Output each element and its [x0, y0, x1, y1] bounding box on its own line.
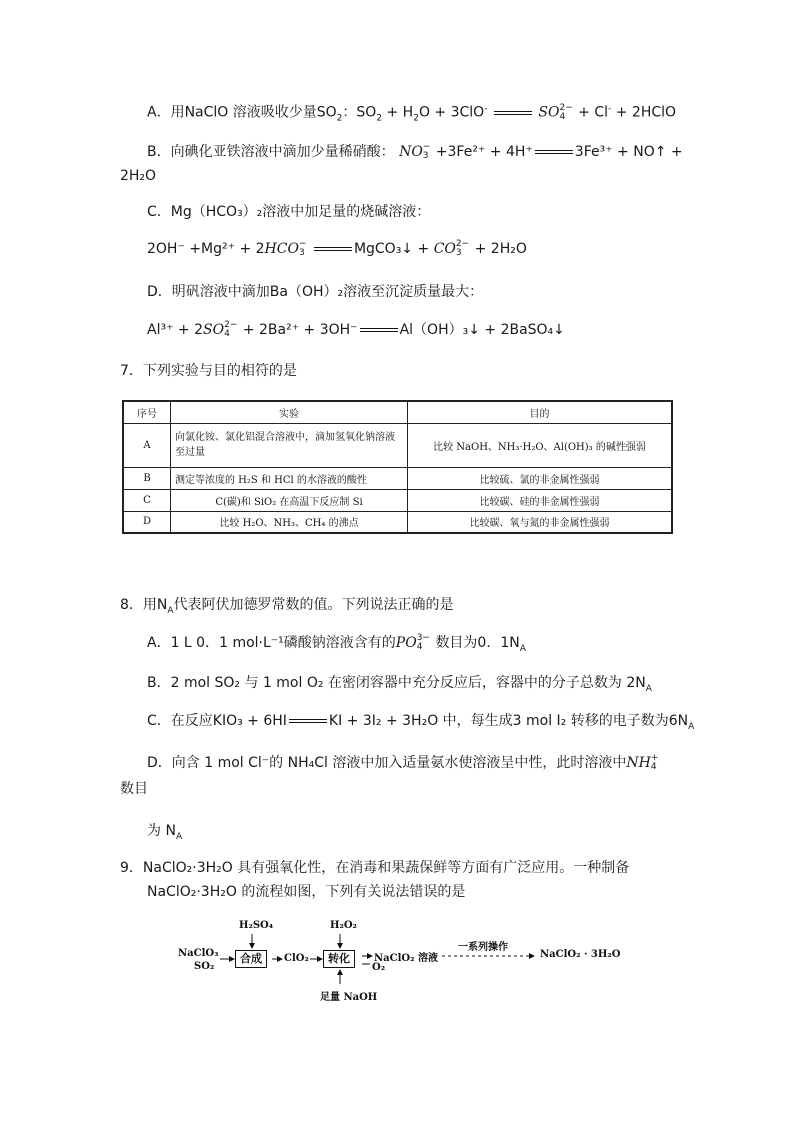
q8-option-d-cont2: 为 $N_A$: [147, 823, 183, 842]
flow-operations: 一系列操作: [458, 942, 508, 953]
header-cell: 目的: [408, 401, 673, 423]
table-cell: 比较碳、硅的非金属性强弱: [408, 489, 673, 511]
table-cell: C(碳)和 SiO₂ 在高温下反应制 Si: [171, 489, 408, 511]
q6-option-b-cont: 2H₂O: [120, 168, 157, 184]
table-cell: 比较碳、氧与氮的非金属性强弱: [408, 511, 673, 533]
table-row: [123, 467, 672, 489]
table-cell: B: [123, 467, 171, 489]
q9-flow-diagram: [178, 918, 638, 1008]
header-cell: 实验: [171, 401, 408, 423]
flow-final-product: NaClO₂ · 3H₂O: [540, 949, 621, 960]
table-cell: 比较 H₂O、NH₃、CH₄ 的沸点: [171, 511, 408, 533]
table-cell: 向氯化铵、氯化铝混合溶液中，滴加氢氧化钠溶液至过量: [171, 423, 408, 467]
q7-table: [122, 400, 673, 534]
flow-naoh: 足量 NaOH: [320, 992, 378, 1003]
q6-option-c: C．Mg（HCO₃）₂溶液中加足量的烧碱溶液：: [147, 204, 431, 220]
table-row: [123, 423, 672, 467]
table-row: [123, 511, 672, 533]
flow-output-naclo2: NaClO₂ 溶液: [374, 953, 438, 964]
table-cell: C: [123, 489, 171, 511]
table-header-row: [123, 401, 672, 423]
table-cell: 比较 NaOH、NH₃·H₂O、Al(OH)₃ 的碱性强弱: [408, 423, 673, 467]
q8-option-c: C．在反应KIO₃ + 6HI KI + 3I₂ + 3H₂O 中，每生成3 mol I₂ 转移的电子数为$6N_A$: [147, 713, 695, 732]
table-cell: D: [123, 511, 171, 533]
flow-box-conversion: 转化: [323, 950, 355, 968]
table-cell: A: [123, 423, 171, 467]
table-cell: 比较硫、氯的非金属性强弱: [408, 467, 673, 489]
q6-option-d: D．明矾溶液中滴加Ba（OH）₂溶液至沉淀质量最大：: [147, 284, 484, 300]
flow-input-so2: SO₂: [194, 961, 215, 972]
q9-stem-line1: 9．NaClO₂·3H₂O 具有强氧化性，在消毒和果蔬保鲜等方面有广泛应用。一种制备: [120, 860, 630, 876]
flow-h2o2: H₂O₂: [330, 920, 357, 931]
q9-stem-line2: NaClO₂·3H₂O 的流程如图，下列有关说法错误的是: [147, 884, 466, 900]
q7-stem: 7．下列实验与目的相符的是: [120, 363, 297, 379]
q6-option-a: A．用NaClO 溶液吸收少量$SO_2$：$SO_2 + H_2O + 3ClO^-$ SO 2− 4 + Cl- + 2HClO: [147, 102, 677, 124]
flow-input-naclo3: NaClO₃: [178, 948, 219, 959]
q6-option-b: B．向碘化亚铁溶液中滴加少量稀硝酸： NO − 3 +3Fe²⁺ + 4H⁺ 3Fe³⁺ + NO↑ +: [147, 142, 683, 161]
header-cell: 序号: [123, 401, 171, 423]
q8-option-d-cont: 数目: [120, 781, 148, 797]
flow-clo2: ClO₂: [284, 953, 309, 964]
q8-option-a: A．1 L 0．1 mol·L⁻¹磷酸钠溶液含有的PO 3− 4 数目为0．$1N_A$: [147, 633, 526, 654]
q6-option-d-equation: Al³⁺ + 2SO 2− 4 + 2Ba²⁺ + 3OH⁻ Al（OH）₃↓ + 2BaSO₄↓: [147, 320, 565, 339]
flow-o2: O₂: [372, 962, 386, 973]
flow-box-synthesis: 合成: [235, 950, 267, 968]
table-row: [123, 489, 672, 511]
q6-option-c-equation: 2OH⁻ +Mg²⁺ + 2HCO − 3 MgCO₃↓ + CO 2− 3 + 2H₂O: [147, 239, 527, 258]
q8-option-d: D．向含 1 mol Cl⁻的 NH₄Cl 溶液中加入适量氨水使溶液呈中性，此时溶液中NH + 4: [147, 753, 659, 772]
q8-stem: 8．用$N_A$代表阿伏加德罗常数的值。下列说法正确的是: [120, 597, 454, 616]
table-cell: 测定等浓度的 H₂S 和 HCl 的水溶液的酸性: [171, 467, 408, 489]
q8-option-b: B．2 mol SO₂ 与 1 mol O₂ 在密闭容器中充分反应后，容器中的分子总数为 $2N_A$: [147, 675, 652, 694]
flow-h2so4: H₂SO₄: [239, 920, 274, 931]
